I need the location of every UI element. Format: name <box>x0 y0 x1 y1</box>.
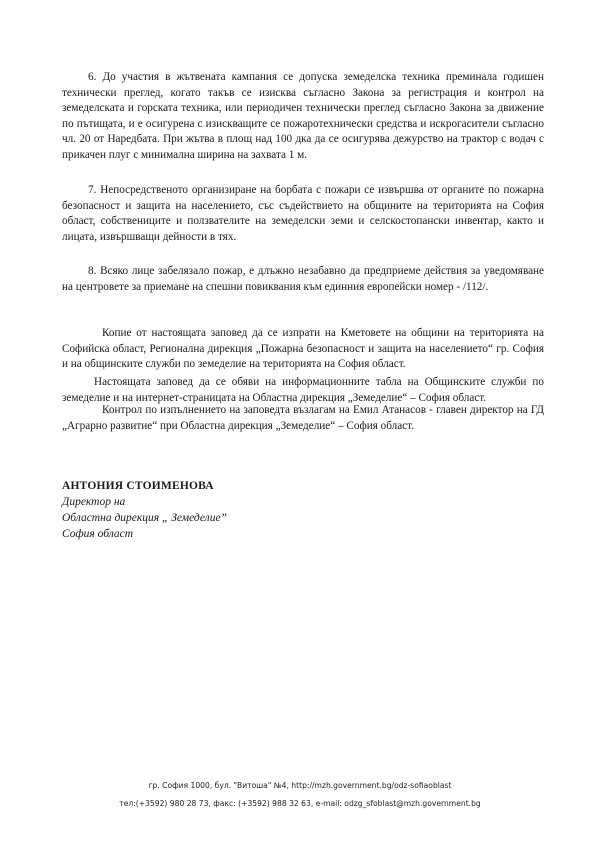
paragraph-control: Контрол по изпълнението на заповедта възлагам на Емил Атанасов - главен директор на ГД „Аграрно развитие“ при Областна дирекция „Земеделие“ – София област. <box>62 404 544 432</box>
paragraph-6: 6. До участия в жътвената кампания се допуска земеделска техника преминала годишен технически преглед, когато такъв се изисква съгласно Закона за регистрация и контрол на земеделската и горската техника, или периодичен технически преглед съгласно Закона за движение по пътищата, и е осигурена с изискващите се пожаротехнически средства и искрогасители съгласно чл. 20 от Наредбата. При жътва в площ над 100 дка да се осигурява дежурство на трактор с водач с прикачен плуг с минимална ширина на захвата 1 м. <box>62 71 544 161</box>
paragraph-8: 8. Всяко лице забелязало пожар, е длъжно незабавно да предприеме действия за уведомяване на центровете за приемане на спешни повиквания към единния европейски номер - /112/. <box>62 265 544 293</box>
signatory-title-line-1: Директор на <box>62 496 126 508</box>
paragraph-copies: Копие от настоящата заповед да се изпрати на Кметовете на общини на територията на Софийска област, Регионална дирекция „Пожарна безопасност и защита на населението“ гр. София и на общинските служби по земеделие на територията на София област. <box>62 327 544 371</box>
footer-address: гр. София 1000, бул. "Витоша" №4, http://mzh.government.bg/odz-sofiaoblast <box>148 781 452 790</box>
signatory-name: АНТОНИЯ СТОИМЕНОВА <box>62 480 214 492</box>
signatory-title-line-2: Областна дирекция „ Земеделие” <box>62 512 227 524</box>
signatory-title-line-3: София област <box>62 528 134 540</box>
paragraph-7: 7. Непосредственото организиране на борбата с пожари се извършва от органите по пожарна безопасност и защита на населението, със съдействието на общините на територията на София област, собствениците и ползвателите на земеделски земи и селскостопански инвентар, както и лицата, извършващи дейности в тях. <box>62 184 544 243</box>
paragraph-announcement: Настоящата заповед да се обяви на информационните табла на Общинските служби по земеделие и на интернет-страницата на Областна дирекция „Земеделие“ – София област. <box>62 376 544 404</box>
signature-block <box>62 478 227 542</box>
footer-contacts: тел:(+3592) 980 28 73, факс: (+3592) 988 32 63, e-mail: odzg_sfoblast@mzh.government.bg <box>119 799 481 808</box>
